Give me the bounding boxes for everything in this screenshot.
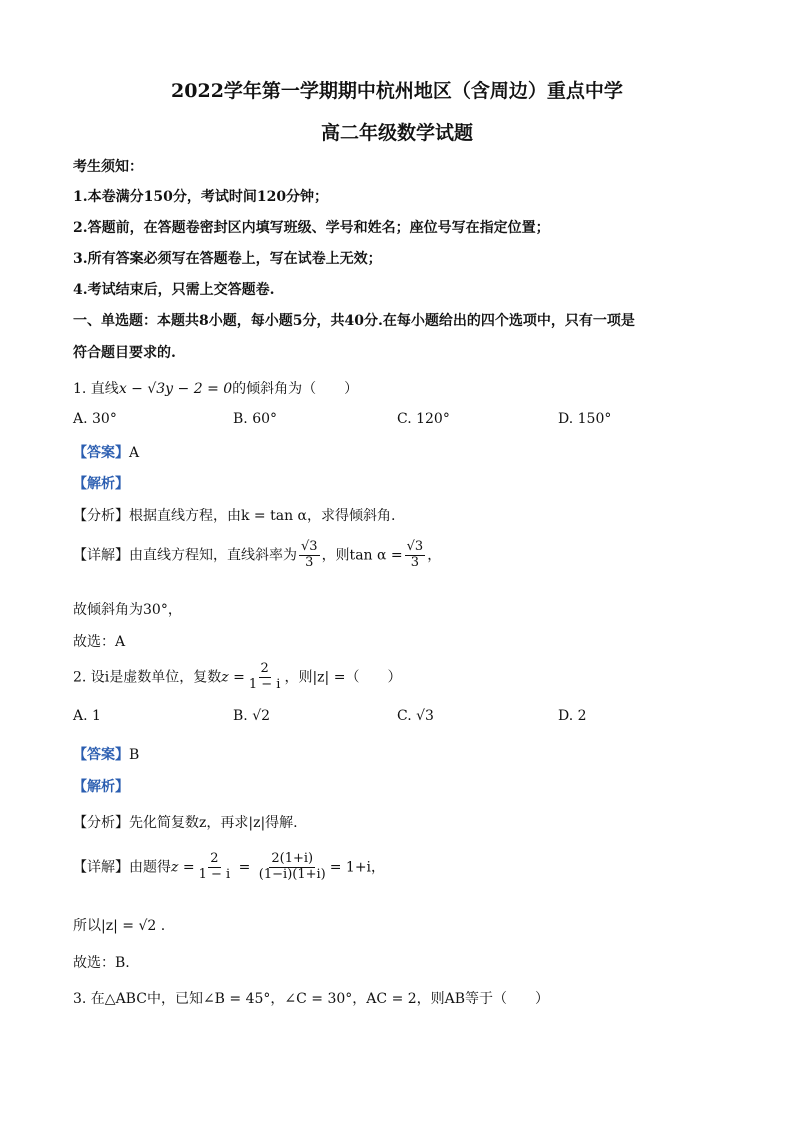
q2-option-b: B. √2: [233, 708, 271, 724]
q2-z-eq: z =: [221, 669, 245, 686]
page-subtitle: 高二年级数学试题: [320, 122, 473, 144]
q2-prefix: 2. 设i是虚数单位，复数: [73, 669, 222, 686]
q1-fenxi: [73, 505, 395, 525]
notice-item-4: 4.考试结束后，只需上交答题卷.: [73, 282, 275, 298]
q1-option-d: D. 150°: [558, 411, 612, 427]
q2-fraction-num: 2: [260, 661, 269, 676]
q2-xiangjie-tag: 【详解】: [73, 859, 129, 876]
q2-detail-fraction-2-den: (1−i)(1+i): [258, 866, 326, 882]
q2-detail-fraction-1: [197, 852, 233, 883]
page-title: 2022学年第一学期期中杭州地区（含周边）重点中学: [171, 80, 623, 102]
q2-xiangjie-a: 由题得: [129, 859, 171, 876]
section-heading-line1: 一、单选题：本题共8小题，每小题5分，共40分.在每小题给出的四个选项中，只有一项是: [73, 313, 635, 329]
q2-result: 所以|z| = √2 .: [73, 918, 166, 934]
q2-xiangjie-b: = 1+i，: [329, 859, 386, 876]
q1-option-a: A. 30°: [73, 411, 117, 427]
q1-fenxi-tag: 【分析】: [73, 508, 129, 524]
q1-analysis-tag: 【解析】: [73, 476, 129, 492]
section-heading-line2: 符合题目要求的.: [73, 345, 176, 361]
q1-fraction-2: [405, 540, 426, 571]
q2-option-a: A. 1: [73, 708, 101, 724]
q1-xiangjie: [73, 540, 441, 571]
question-2: [73, 662, 401, 693]
q2-option-d: D. 2: [558, 708, 587, 724]
q2-xiangjie: [73, 852, 385, 883]
q1-option-b: B. 60°: [233, 411, 278, 427]
q2-equals: =: [234, 859, 255, 876]
notice-item-1: 1.本卷满分150分，考试时间120分钟；: [73, 189, 329, 205]
q1-fenxi-text: 根据直线方程，由k = tan α，求得倾斜角.: [129, 508, 396, 524]
q1-fraction-1-num: √3: [301, 539, 318, 554]
q1-conclusion: 故倾斜角为30°，: [73, 602, 182, 618]
notice-heading: 考生须知：: [73, 159, 143, 175]
q2-detail-fraction-1-num: 2: [210, 851, 219, 866]
q1-xiangjie-tag: 【详解】: [73, 547, 129, 564]
q2-fenxi-text: 先化简复数z，再求|z|得解.: [129, 815, 298, 831]
q1-xiangjie-c: ，: [427, 547, 442, 564]
q2-answer-value: B: [129, 747, 140, 763]
notice-item-3: 3.所有答案必须写在答题卷上，写在试卷上无效；: [73, 251, 382, 267]
q2-detail-fraction-2: [257, 852, 328, 883]
notice-item-2: 2.答题前，在答题卷密封区内填写班级、学号和姓名；座位号写在指定位置；: [73, 220, 550, 236]
q1-fraction-1: [299, 540, 320, 571]
question-3: 3. 在△ABC中，已知∠B = 45°，∠C = 30°，AC = 2，则AB等于（ ）: [73, 991, 550, 1007]
q2-suffix: ，则|z| =（ ）: [284, 669, 402, 686]
q2-fraction: [247, 662, 283, 693]
q2-analysis-tag: 【解析】: [73, 779, 129, 795]
q2-fenxi-tag: 【分析】: [73, 815, 129, 831]
q1-fraction-2-den: 3: [410, 554, 420, 570]
q2-xiangjie-z-eq: z =: [171, 859, 195, 876]
q1-select: 故选：A: [73, 634, 126, 650]
question-1: [73, 378, 358, 398]
q1-xiangjie-a: 由直线方程知，直线斜率为: [129, 547, 297, 564]
q2-answer-tag: 【答案】: [73, 747, 129, 763]
q1-fraction-2-num: √3: [406, 539, 424, 554]
q2-answer: [73, 744, 139, 764]
q1-equation: x − √3y − 2 = 0: [118, 381, 233, 397]
q2-detail-fraction-2-num: 2(1+i): [271, 851, 314, 866]
q1-suffix: 的倾斜角为（ ）: [232, 381, 359, 397]
q2-detail-fraction-1-den: 1 − i: [198, 866, 231, 882]
q1-fraction-1-den: 3: [305, 554, 314, 570]
q1-answer: [73, 442, 139, 462]
q1-answer-tag: 【答案】: [73, 445, 129, 461]
q2-select: 故选：B.: [73, 955, 130, 971]
q2-fenxi: [73, 812, 298, 832]
q1-xiangjie-b: ，则tan α =: [321, 547, 403, 564]
q1-option-c: C. 120°: [397, 411, 450, 427]
q2-option-c: C. √3: [397, 708, 434, 724]
q1-answer-value: A: [129, 445, 140, 461]
q2-fraction-den: 1 − i: [248, 676, 281, 692]
q1-prefix: 1. 直线: [73, 381, 119, 397]
